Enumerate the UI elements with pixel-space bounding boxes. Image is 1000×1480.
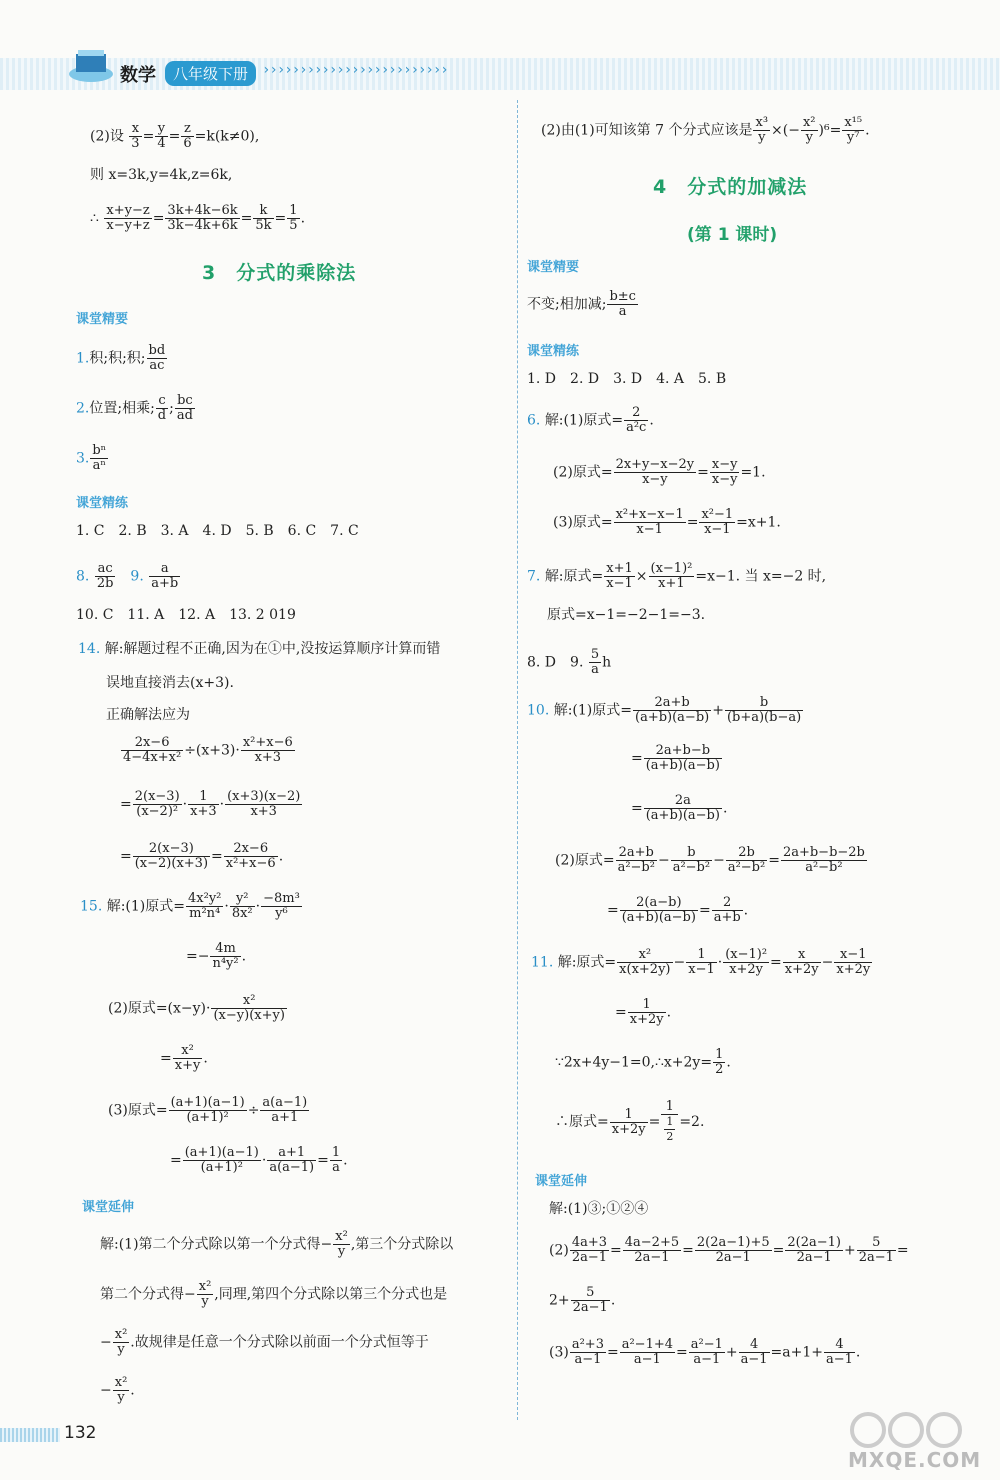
answer-line: 7. 解:原式= $\frac{x+1}{x-1}$ × $\frac{\text{(x−1)²}}{x+1}$ =x−1. 当 x=−2 时, [527, 561, 827, 591]
section-label: 课堂精练 [527, 344, 580, 359]
answer-line: 6. 解:(1)原式= $\frac{2}{\text{a²c}}$ . [527, 405, 654, 435]
answer-line: ∴ $\frac{x+y-z}{x-y+z}$ = $\frac{3k+4k-6k}{3k-4k+6k}$ = $\frac{k}{5k}$ = $\frac{1}{5}$ . [90, 203, 306, 233]
page-number: 132 [64, 1423, 97, 1443]
answer-line: 解:(1)③;①②④ [549, 1201, 649, 1217]
answer-line: 15. 解:(1)原式= $\frac{\text{4x²y²}}{\text{m²n⁴}}$ · $\frac{\text{y²}}{\text{8x²}}$ · $\frac{\text{−8m³}}{\text{y⁶}}$ [80, 891, 300, 921]
answer-line: 1. D 2. D 3. D 4. A 5. B [527, 371, 727, 387]
section-title: 3 分式的乘除法 [202, 262, 357, 284]
column-divider [517, 100, 518, 1420]
math-line: = $\frac{2a+b-b}{(a+b)(a-b)}$ [631, 743, 720, 773]
answer-line: − $\frac{\text{x²}}{y}$ . [100, 1375, 135, 1405]
header-band [0, 58, 1000, 90]
answer-line: 1.积;积;积; $\frac{bd}{ac}$ [76, 343, 166, 373]
section-label: 课堂延伸 [535, 1174, 588, 1189]
math-line: = $\frac{1}{x+2y}$ . [615, 997, 672, 1027]
answer-line: 不变;相加减; $\frac{b\pm c}{a}$ [527, 289, 636, 319]
answer-line: (2)由(1)可知该第 7 个分式应该是 $\frac{\text{x³}}{y}$ ×(− $\frac{\text{x²}}{y}$ )⁶= $\frac{\text{x¹⁵}}{\text{y⁷}}$ . [541, 115, 870, 145]
answer-line: 误地直接消去(x+3). [106, 675, 234, 691]
math-line: =− $\frac{4m}{\text{n⁴y²}}$ . [186, 941, 247, 971]
book-stack-icon [68, 44, 114, 84]
math-line: = $\frac{2(x-3)}{\text{(x−2)²}}$ · $\frac{1}{x+3}$ · $\frac{(x+3)(x-2)}{x+3}$ [120, 789, 301, 819]
math-line: = $\frac{2a}{(a+b)(a-b)}$ . [631, 793, 728, 823]
watermark [848, 1410, 988, 1470]
answer-line: 14. 解:解题过程不正确,因为在①中,没按运算顺序计算而错 [78, 641, 441, 657]
section-label: 课堂精要 [527, 260, 580, 275]
math-line: = $\frac{2(a-b)}{(a+b)(a-b)}$ = $\frac{2}{a+b}$ . [607, 895, 749, 925]
answer-line: ∵2x+4y−1=0,∴x+2y= $\frac{1}{2}$ . [555, 1047, 731, 1077]
answer-line: (3)原式= $\frac{(a+1)(a-1)}{\text{(a+1)²}}$ ÷ $\frac{a(a-1)}{a+1}$ [108, 1095, 308, 1125]
answer-line: − $\frac{\text{x²}}{y}$ .故规律是任意一个分式除以前面一个分式恒等于 [100, 1327, 429, 1357]
answer-line: 1. C 2. B 3. A 4. D 5. B 6. C 7. C [76, 523, 359, 539]
math-line: = $\frac{2(x-3)}{(x-2)(x+3)}$ = $\frac{2x-6}{\text{x²+x−6}}$ . [120, 841, 284, 871]
answer-line: (2)设 $\frac{x}{3}$ = $\frac{y}{4}$ = $\frac{z}{6}$ =k(k≠0), [90, 121, 260, 151]
watermark-logo-icon [848, 1410, 988, 1450]
answer-line: (2)原式= $\frac{2a+b}{\text{a²−b²}}$ − $\frac{b}{\text{a²−b²}}$ − $\frac{2b}{\text{a²−b²}}$ = $\frac{2a+b-b-2b}{\text{a²−b²}}$ [555, 845, 865, 875]
answer-line: (2) $\frac{4a+3}{2a-1}$ = $\frac{4a-2+5}{2a-1}$ = $\frac{2(2a-1)+5}{2a-1}$ = $\frac{2(2a-1)}{2a-1}$ + $\frac{5}{2a-1}$ = [549, 1235, 909, 1265]
answer-line: 第二个分式得− $\frac{\text{x²}}{y}$ ,同理,第四个分式除以第三个分式也是 [100, 1279, 448, 1309]
answer-line: 11. 解:原式= $\frac{\text{x²}}{x(x+2y)}$ − $\frac{1}{x-1}$ · $\frac{\text{(x−1)²}}{x+2y}$ = $\frac{x}{x+2y}$ − $\frac{x-1}{x+2y}$ [531, 947, 871, 977]
arrow-decoration: ››››››››››››››››››››››››› [262, 62, 448, 78]
section-label: 课堂精练 [76, 496, 129, 511]
answer-line: (2)原式=(x−y)· $\frac{\text{x²}}{(x-y)(x+y)}$ [108, 993, 285, 1023]
answer-line: 2.位置;相乘; $\frac{c}{d}$ ; $\frac{bc}{ad}$ [76, 393, 193, 423]
answer-line: 10. 解:(1)原式= $\frac{2a+b}{(a+b)(a-b)}$ + $\frac{b}{(b+a)(b-a)}$ [527, 695, 802, 725]
answer-line: (3) $\frac{\text{a²+3}}{a-1}$ = $\frac{\text{a²−1+4}}{a-1}$ = $\frac{\text{a²−1}}{a-1}$ + $\frac{4}{a-1}$ =a+1+ $\frac{4}{a-1}$ . [549, 1337, 861, 1367]
answer-line: (3)原式= $\frac{\text{x²+x−x−1}}{x-1}$ = $\frac{\text{x²−1}}{x-1}$ =x+1. [553, 507, 781, 537]
watermark-text: MXQE.COM [848, 1448, 982, 1472]
math-line: = $\frac{(a+1)(a-1)}{\text{(a+1)²}}$ · $\frac{a+1}{a(a-1)}$ = $\frac{1}{a}$ . [170, 1145, 348, 1175]
lesson-title: (第 1 课时) [687, 225, 778, 245]
subject-label: 数学 [120, 65, 156, 86]
math-line: $\frac{2x-6}{\text{4−4x+x²}}$ ÷(x+3)· $\frac{\text{x²+x−6}}{x+3}$ [123, 735, 293, 765]
math-line: = $\frac{\text{x²}}{x+y}$ . [160, 1043, 208, 1073]
answer-line: 则 x=3k,y=4k,z=6k, [90, 167, 233, 183]
answer-line: (2)原式= $\frac{2x+y-x-2y}{x-y}$ = $\frac{x-y}{x-y}$ =1. [553, 457, 766, 487]
answer-line: 原式=x−1=−2−1=−3. [547, 607, 706, 623]
page-number-bar [0, 1428, 60, 1442]
answer-line: 2+ $\frac{5}{2a-1}$ . [549, 1285, 616, 1315]
answer-line: ∴原式= $\frac{1}{x+2y}$ = $\frac{1}{\frac{1}{2}}$ =2. [555, 1099, 705, 1143]
answer-line: 解:(1)第二个分式除以第一个分式得− $\frac{\text{x²}}{y}$ ,第三个分式除以 [100, 1229, 454, 1259]
answer-line: 10. C 11. A 12. A 13. 2 019 [76, 607, 296, 623]
answer-line: 正确解法应为 [106, 707, 190, 723]
answer-line: 3. $\frac{\text{bⁿ}}{\text{aⁿ}}$ [76, 443, 107, 473]
section-label: 课堂延伸 [82, 1200, 135, 1215]
answer-line: 8. D 9. $\frac{5}{a}$ h [527, 647, 612, 677]
section-title: 4 分式的加减法 [653, 176, 808, 198]
answer-line: 8. $\frac{ac}{2b}$ 9. $\frac{a}{a+b}$ [76, 561, 179, 591]
section-label: 课堂精要 [76, 312, 129, 327]
grade-badge: 八年级下册 [165, 61, 256, 86]
